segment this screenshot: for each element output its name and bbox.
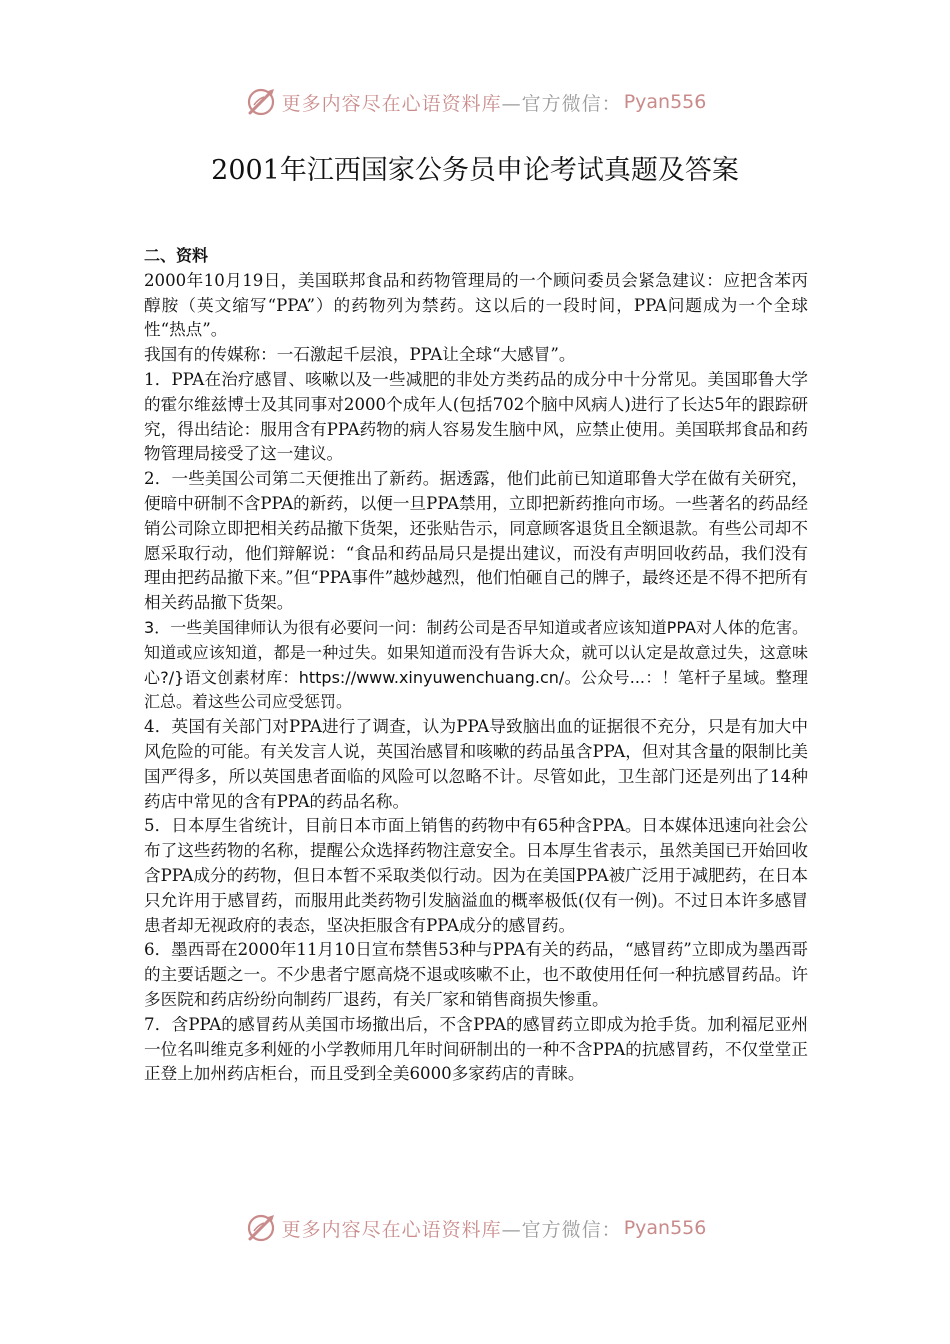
paragraph: 4．英国有关部门对PPA进行了调查，认为PPA导致脑出血的证据很不充分，只是有加大中风危险的可能。有关发言人说，英国治感冒和咳嗽的药品虽含PPA，但对其含量的限制比美国严得多，所以英国患者面临的风险可以忽略不计。尽管如此，卫生部门还是列出了14种药店中常见的含有PPA的药品名称。 bbox=[144, 717, 808, 811]
watermark-text-en: Pyan556 bbox=[623, 1217, 707, 1239]
header-watermark bbox=[0, 82, 950, 122]
brush-logo-icon bbox=[244, 1211, 278, 1245]
watermark-text-sep: —官方微信： bbox=[501, 92, 622, 115]
paragraph: 2．一些美国公司第二天便推出了新药。据透露，他们此前已知道耶鲁大学在做有关研究，便暗中研制不含PPA的新药，以便一旦PPA禁用，立即把新药推向市场。一些著名的药品经销公司除立即把相关药品撤下货架，还张贴告示，同意顾客退货且全额退款。有些公司却不愿采取行动，他们辩解说：“食品和药品局只是提出建议，而没有声明回收药品，我们没有理由把药品撤下来。”但“PPA事件”越炒越烈，他们怕砸自己的牌子，最终还是不得不把所有相关药品撤下货架。 bbox=[144, 469, 808, 613]
watermark-text-cn: 更多内容尽在心语资料库 bbox=[281, 92, 502, 115]
paragraph: 2000年10月19日，美国联邦食品和药物管理局的一个顾问委员会紧急建议：应把含苯丙醇胺（英文缩写“PPA”）的药物列为禁药。这以后的一段时间，PPA问题成为一个全球性“热点”。 bbox=[144, 270, 808, 340]
paragraph: 7．含PPA的感冒药从美国市场撤出后，不含PPA的感冒药立即成为抢手货。加利福尼亚州一位名叫维克多利娅的小学教师用几年时间研制出的一种不含PPA的抗感冒药，不仅堂堂正正登上加州药店柜台，而且受到全美6000多家药店的青睐。 bbox=[144, 1014, 808, 1084]
watermark-text-cn: 更多内容尽在心语资料库 bbox=[281, 1218, 502, 1241]
paragraph: 我国有的传媒称：一石激起千层浪，PPA让全球“大感冒”。 bbox=[144, 345, 576, 365]
paragraph: 3．一些美国律师认为很有必要问一问：制药公司是否早知道或者应该知道PPA对人体的危害。知道或应该知道，都是一种过失。如果知道而没有告诉大众，就可以认定是故意过失，这意味心?/}语文创素材库：https://www.xinyuwenchuang.cn/。公众号...：！笔杆子星域。整理汇总。着这些公司应受惩罚。 bbox=[144, 617, 808, 712]
document-body bbox=[144, 244, 808, 1087]
paragraph: 5．日本厚生省统计，目前日本市面上销售的药物中有65种含PPA。日本媒体迅速向社会公布了这些药物的名称，提醒公众选择药物注意安全。日本厚生省表示，虽然美国已开始回收含PPA成分的药物，但日本暂不采取类似行动。因为在美国PPA被广泛用于减肥药，在日本只允许用于感冒药，而服用此类药物引发脑溢血的概率极低(仅有一例)。不过日本许多感冒患者却无视政府的表态，坚决拒服含有PPA成分的感冒药。 bbox=[144, 816, 808, 935]
brush-logo-icon bbox=[244, 85, 278, 119]
watermark-text-en: Pyan556 bbox=[623, 91, 707, 113]
section-heading: 二、资料 bbox=[144, 246, 209, 265]
paragraph: 6．墨西哥在2000年11月10日宣布禁售53种与PPA有关的药品，“感冒药”立即成为墨西哥的主要话题之一。不少患者宁愿高烧不退或咳嗽不止，也不敢使用任何一种抗感冒药品。许多医院和药店纷纷向制药厂退药，有关厂家和销售商损失惨重。 bbox=[144, 940, 808, 1009]
document-title: 2001年江西国家公务员申论考试真题及答案 bbox=[211, 155, 739, 186]
paragraph: 1．PPA在治疗感冒、咳嗽以及一些减肥的非处方类药品的成分中十分常见。美国耶鲁大学的霍尔维兹博士及其同事对2000个成年人(包括702个脑中风病人)进行了长达5年的跟踪研究，得出结论：服用含有PPA药物的病人容易发生脑中风，应禁止使用。美国联邦食品和药物管理局接受了这一建议。 bbox=[144, 369, 808, 464]
footer-watermark bbox=[0, 1208, 950, 1248]
watermark-text-sep: —官方微信： bbox=[501, 1218, 622, 1241]
